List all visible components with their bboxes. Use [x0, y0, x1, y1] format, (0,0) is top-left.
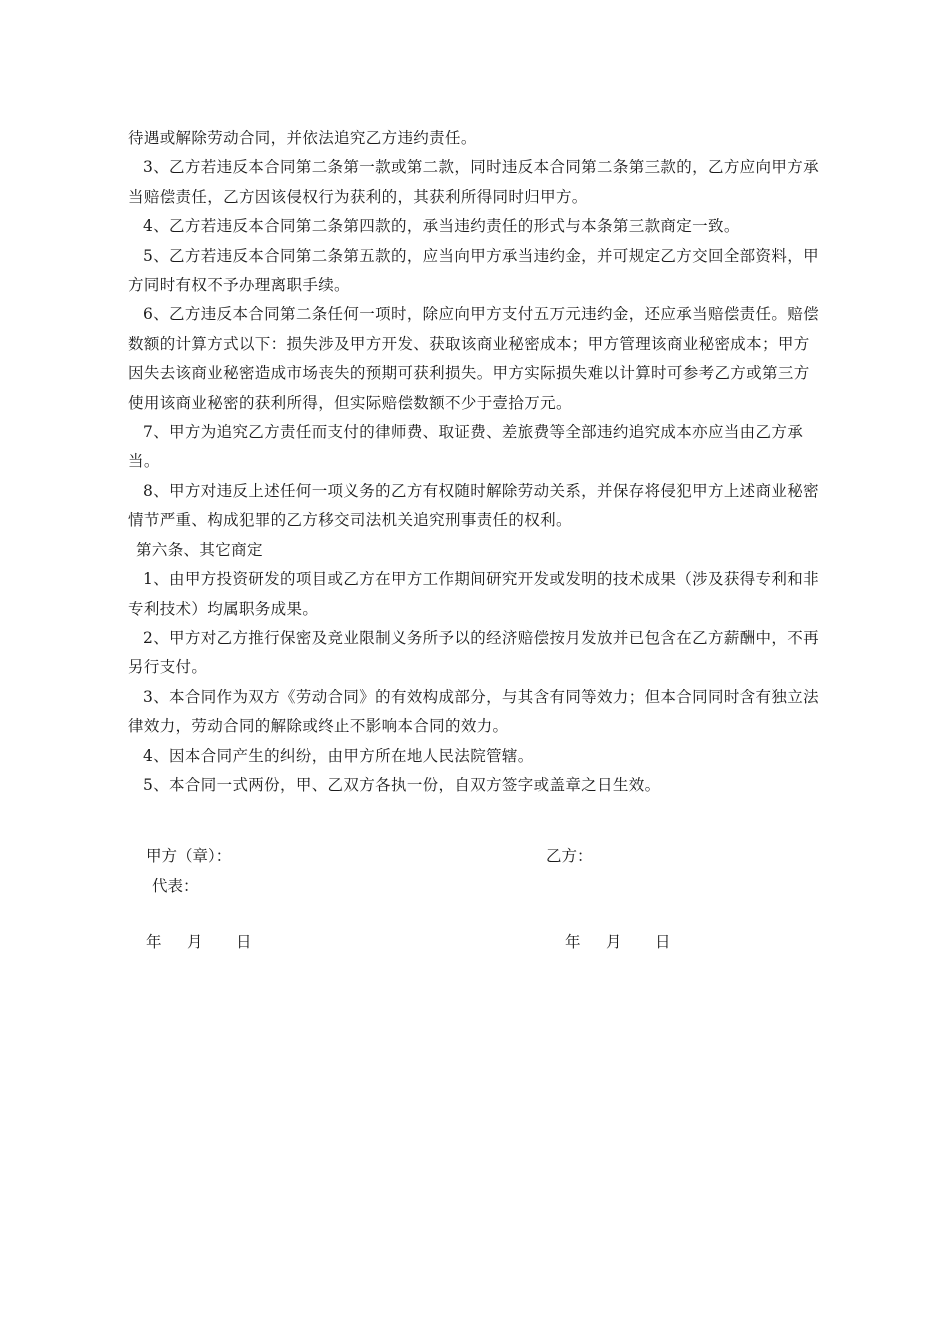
- clause-5-5: 5、乙方若违反本合同第二条第五款的，应当向甲方承当违约金，并可规定乙方交回全部资料，甲方同时有权不予办理离职手续。: [128, 246, 819, 295]
- clause-5-7: 7、甲方为追究乙方责任而支付的律师费、取证费、差旅费等全部违约追究成本亦应当由乙方承当。: [128, 423, 804, 471]
- paragraph-continuation: 待遇或解除劳动合同，并依法追究乙方违约责任。: [128, 129, 477, 147]
- clause-6-2: 2、甲方对乙方推行保密及竞业限制义务所予以的经济赔偿按月发放并已包含在乙方薪酬中，不再另行支付。: [128, 628, 819, 677]
- date-b-month: 月: [606, 933, 622, 951]
- section-heading-6: 第六条、其它商定: [136, 540, 263, 559]
- document-body: [128, 124, 824, 800]
- party-b-label: 乙方：: [546, 847, 593, 865]
- clause-6-4: 4、因本合同产生的纠纷，由甲方所在地人民法院管辖。: [143, 746, 534, 765]
- clause-5-4: 4、乙方若违反本合同第二条第四款的，承当违约责任的形式与本条第三款商定一致。: [143, 217, 740, 236]
- clause-6-3: 3、本合同作为双方《劳动合同》的有效构成部分，与其含有同等效力；但本合同同时含有独立法律效力，劳动合同的解除或终止不影响本合同的效力。: [128, 687, 819, 736]
- date-a-year: 年: [146, 933, 162, 951]
- date-b-day: 日: [655, 933, 671, 951]
- date-a-month: 月: [187, 933, 203, 951]
- clause-6-5: 5、本合同一式两份，甲、乙双方各执一份，自双方签字或盖章之日生效。: [143, 775, 661, 794]
- date-b-year: 年: [565, 933, 581, 951]
- clause-5-8: 8、甲方对违反上述任何一项义务的乙方有权随时解除劳动关系，并保存将侵犯甲方上述商业秘密情节严重、构成犯罪的乙方移交司法机关追究刑事责任的权利。: [128, 481, 819, 530]
- representative-label: 代表：: [152, 877, 199, 895]
- clause-5-6: 6、乙方违反本合同第二条任何一项时，除应向甲方支付五万元违约金，还应承当赔偿责任。赔偿数额的计算方式以下：损失涉及甲方开发、获取该商业秘密成本；甲方管理该商业秘密成本；甲方因失去该商业秘密造成市场丧失的预期可获利损失。甲方实际损失难以计算时可参考乙方或第三方使用该商业秘密的获利所得，但实际赔偿数额不少于壹拾万元。: [128, 305, 819, 412]
- clause-6-1: 1、由甲方投资研发的项目或乙方在甲方工作期间研究开发或发明的技术成果（涉及获得专利和非专利技术）均属职务成果。: [128, 570, 819, 618]
- clause-5-3: 3、乙方若违反本合同第二条第一款或第二款，同时违反本合同第二条第三款的，乙方应向甲方承当赔偿责任，乙方因该侵权行为获利的，其获利所得同时归甲方。: [128, 158, 819, 206]
- party-a-label: 甲方（章）：: [146, 847, 232, 865]
- date-a-day: 日: [236, 933, 252, 951]
